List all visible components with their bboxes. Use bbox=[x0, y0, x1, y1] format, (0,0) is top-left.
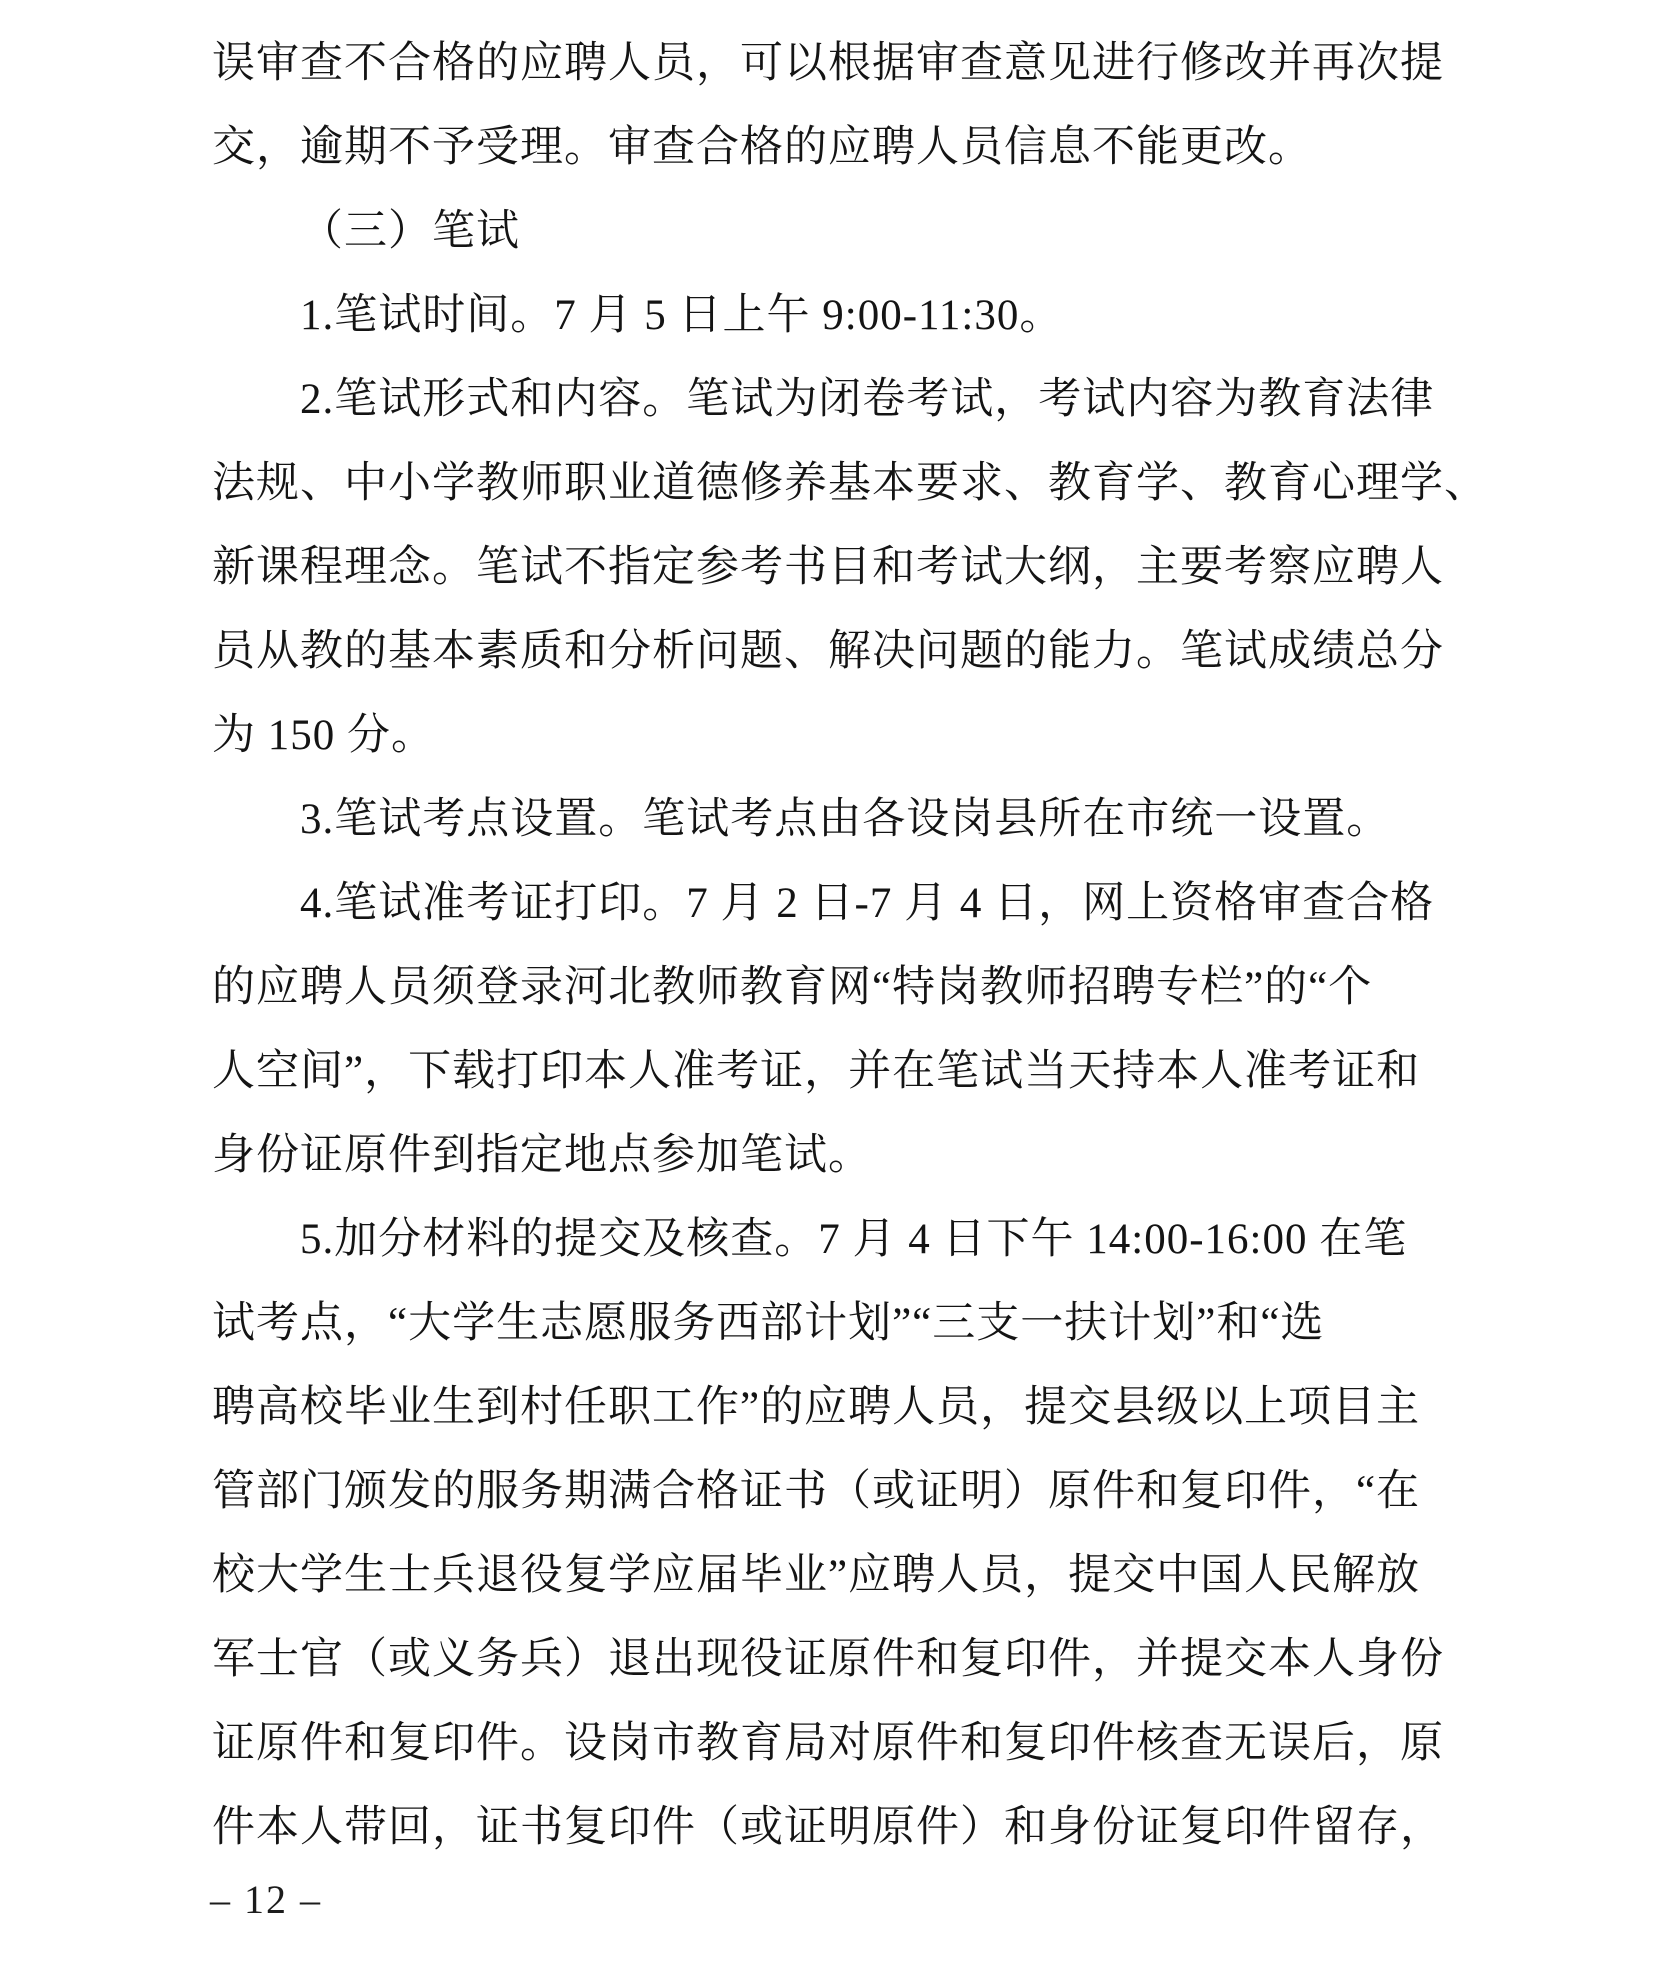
text-line: 5.加分材料的提交及核查。7 月 4 日下午 14:00-16:00 在笔 bbox=[300, 1216, 1408, 1263]
text-line: 1.笔试时间。7 月 5 日上午 9:00-11:30。 bbox=[300, 292, 1064, 339]
text-line: 3.笔试考点设置。笔试考点由各设岗县所在市统一设置。 bbox=[300, 796, 1391, 843]
text-line: 4.笔试准考证打印。7 月 2 日-7 月 4 日，网上资格审查合格 bbox=[300, 880, 1435, 927]
text-line: 聘高校毕业生到村任职工作”的应聘人员，提交县级以上项目主 bbox=[212, 1384, 1421, 1431]
text-line: 人空间”，下载打印本人准考证，并在笔试当天持本人准考证和 bbox=[212, 1048, 1421, 1095]
document-body bbox=[212, 22, 1488, 1870]
text-line: 新课程理念。笔试不指定参考书目和考试大纲，主要考察应聘人 bbox=[212, 544, 1444, 591]
text-line: 2.笔试形式和内容。笔试为闭卷考试，考试内容为教育法律 bbox=[300, 376, 1435, 423]
section-heading: （三）笔试 bbox=[300, 208, 520, 255]
page-number: – 12 – bbox=[210, 1877, 322, 1922]
text-line: 军士官（或义务兵）退出现役证原件和复印件，并提交本人身份 bbox=[212, 1636, 1444, 1683]
text-line: 交，逾期不予受理。审查合格的应聘人员信息不能更改。 bbox=[212, 124, 1312, 171]
text-line: 校大学生士兵退役复学应届毕业”应聘人员，提交中国人民解放 bbox=[212, 1552, 1421, 1599]
text-line: 的应聘人员须登录河北教师教育网“特岗教师招聘专栏”的“个 bbox=[212, 964, 1373, 1011]
text-line: 法规、中小学教师职业道德修养基本要求、教育学、教育心理学、 bbox=[212, 460, 1488, 507]
text-line: 误审查不合格的应聘人员，可以根据审查意见进行修改并再次提 bbox=[212, 40, 1444, 87]
text-line: 员从教的基本素质和分析问题、解决问题的能力。笔试成绩总分 bbox=[212, 628, 1444, 675]
text-line: 试考点，“大学生志愿服务西部计划”“三支一扶计划”和“选 bbox=[212, 1300, 1325, 1347]
text-line: 件本人带回，证书复印件（或证明原件）和身份证复印件留存， bbox=[212, 1804, 1444, 1851]
text-line: 身份证原件到指定地点参加笔试。 bbox=[212, 1132, 872, 1179]
text-line: 为 150 分。 bbox=[212, 712, 435, 759]
text-line: 管部门颁发的服务期满合格证书（或证明）原件和复印件，“在 bbox=[212, 1468, 1421, 1515]
text-line: 证原件和复印件。设岗市教育局对原件和复印件核查无误后，原 bbox=[212, 1720, 1444, 1767]
